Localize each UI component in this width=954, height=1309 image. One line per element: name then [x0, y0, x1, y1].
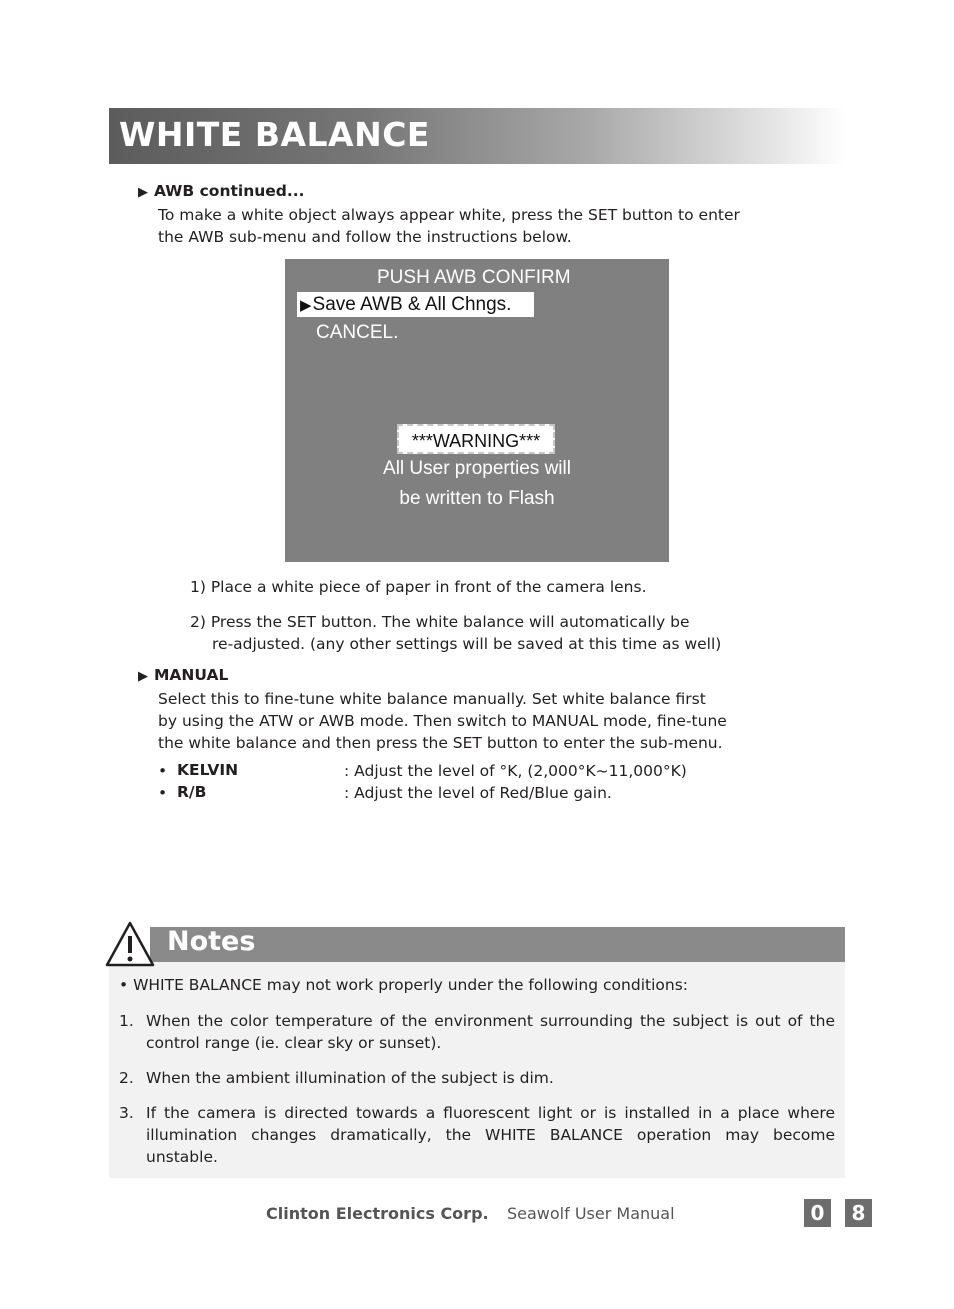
note-number: 1. — [119, 1012, 134, 1030]
notes-intro: • WHITE BALANCE may not work properly under the following conditions: — [119, 976, 688, 994]
step-1: 1) Place a white piece of paper in front of the camera lens. — [190, 578, 647, 596]
manual-heading — [138, 666, 228, 684]
osd-selected-label: Save AWB & All Chngs. — [312, 294, 512, 315]
footer-manual-title: Seawolf User Manual — [507, 1204, 675, 1223]
note-number: 3. — [119, 1104, 134, 1122]
manual-line1: Select this to fine-tune white balance manually. Set white balance first — [158, 690, 706, 708]
osd-message-line1: All User properties will — [383, 458, 571, 479]
rb-desc: : Adjust the level of Red/Blue gain. — [344, 784, 612, 802]
kelvin-label: KELVIN — [177, 761, 239, 779]
footer-company: Clinton Electronics Corp. — [266, 1204, 489, 1223]
awb-heading-label: AWB continued... — [154, 182, 305, 200]
warning-triangle-icon — [104, 920, 156, 968]
bullet-dot: • — [158, 762, 168, 780]
manual-heading-label: MANUAL — [154, 666, 229, 684]
page-title: WHITE BALANCE — [119, 115, 430, 154]
bullet-dot: • — [158, 784, 168, 802]
awb-heading — [138, 182, 305, 200]
kelvin-desc: : Adjust the level of °K, (2,000°K~11,000°K) — [344, 762, 687, 780]
note-item-1: When the color temperature of the environment surrounding the subject is out of the control range (ie. clear sky or sunset). — [146, 1012, 835, 1052]
osd-cancel-item: CANCEL. — [316, 322, 399, 343]
awb-intro-line1: To make a white object always appear white, press the SET button to enter — [158, 206, 740, 224]
osd-header: PUSH AWB CONFIRM — [377, 267, 571, 288]
awb-intro-line2: the AWB sub-menu and follow the instructions below. — [158, 228, 572, 246]
rb-label: R/B — [177, 783, 207, 801]
note-item-2: When the ambient illumination of the subject is dim. — [146, 1069, 554, 1087]
notes-title: Notes — [167, 926, 256, 957]
osd-menu-screen — [285, 259, 669, 562]
note-item-3: If the camera is directed towards a fluorescent light or is installed in a place where illumination changes dramatically, the WHITE BALANCE operation may become unstable. — [146, 1104, 835, 1166]
triangle-bullet-icon: ▶ — [138, 669, 148, 684]
triangle-bullet-icon: ▶ — [138, 185, 148, 200]
osd-message-line2: be written to Flash — [399, 488, 555, 509]
note-number: 2. — [119, 1069, 134, 1087]
step-2-line2: re-adjusted. (any other settings will be saved at this time as well) — [212, 635, 722, 653]
page-number-digit: 0 — [804, 1199, 831, 1227]
osd-warning-badge: ***WARNING*** — [397, 424, 555, 454]
step-2-line1: 2) Press the SET button. The white balance will automatically be — [190, 613, 690, 631]
menu-cursor-icon: ▶ — [300, 297, 312, 314]
osd-selected-item — [297, 292, 534, 317]
manual-line2: by using the ATW or AWB mode. Then switch to MANUAL mode, fine-tune — [158, 712, 727, 730]
manual-line3: the white balance and then press the SET button to enter the sub-menu. — [158, 734, 723, 752]
page-number-digit: 8 — [845, 1199, 872, 1227]
